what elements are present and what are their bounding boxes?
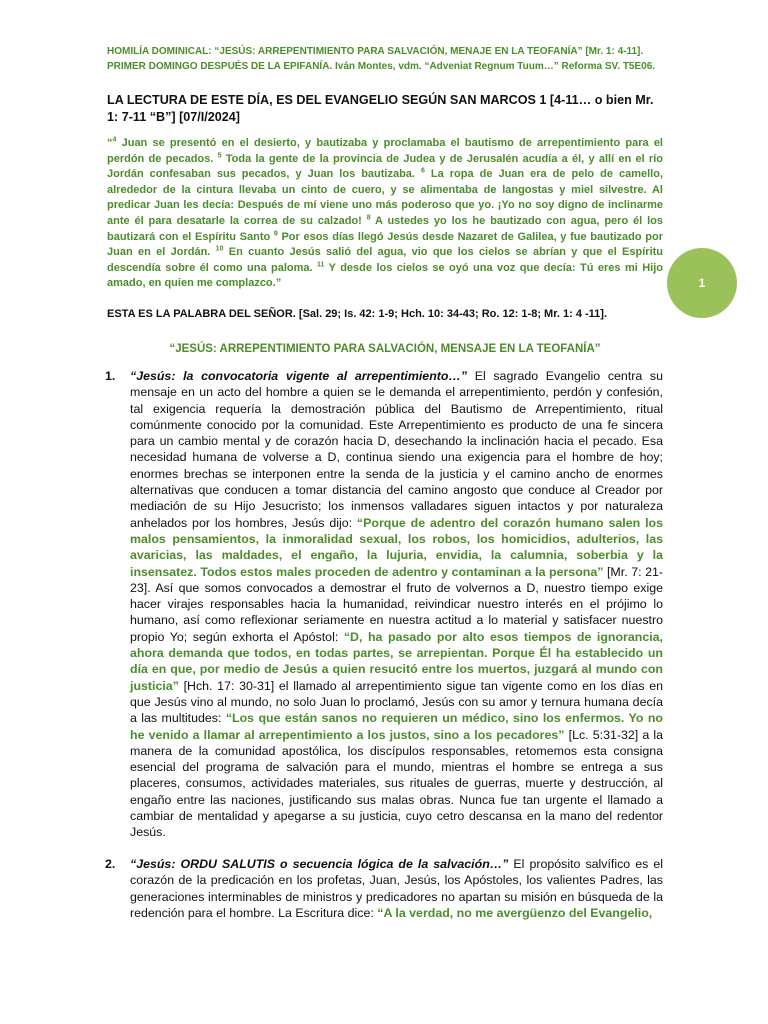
verse-number: 5 (217, 151, 222, 159)
scripture-quote: “Porque de adentro del corazón humano salen los malos pensamientos, la inmoralidad sexual, los robos, los homicidios, adulterios, las avaricias, las maldades, el engaño, la lujuria, envidia, la calumnia, soberbia y la insensatez. Todos estos males proceden de adentro y contaminan a la persona” (130, 515, 663, 579)
verse-text: La ropa de Juan era de pelo de camello, alrededor de la cintura llevaba un cinto de cuero, y se alimentaba de langostas y miel silvestre. Al predicar Juan les decía: Después de mí viene uno más poderoso que yo. ¡Yo no soy digno de inclinarme ante él para desatarle la correa de su calzado! (107, 168, 663, 227)
verse-number: 6 (421, 167, 425, 175)
verse-number: 11 (317, 261, 325, 269)
section-title: “JESÚS: ARREPENTIMIENTO PARA SALVACIÓN, MENSAJE EN LA TEOFANÍA” (169, 343, 601, 355)
verse-number: 8 (366, 214, 371, 222)
homily-point-2 (105, 856, 663, 921)
reading-title: LA LECTURA DE ESTE DÍA, ES DEL EVANGELIO SEGÚN SAN MARCOS 1 [4-11… o bien Mr. 1: 7-11 “B”] [07/I/2024] (107, 93, 654, 124)
point-text: El sagrado Evangelio centra su mensaje en un acto del hombre a quien se le demanda el arrepentimiento, perdón y confesión, tal exigencia requería la demostración pública del Bautismo de Arrepentimiento, ritual comúnmente conocido por la comunidad. Este Arrepentimiento es producto de una fe sincera para un cambio mental y de corazón hacia D, desechando la inclinación hacia el pecado. Esa necesidad humana de volverse a D, continua siendo una exigencia para el hombre de hoy; enormes brechas se interponen entre la senda de la justicia y el camino ancho de enormes alternativas que conducen a tomar distancia del camino angosto que conduce al Creador por mediación de su Hijo Jesucristo; los inmensos valladares siguen intactos y por naturaleza anhelados por los hombres, Jesús dijo: (130, 369, 664, 530)
verse-text: Por esos días llegó Jesús desde Nazaret de Galilea, y fue bautizado por Juan en el Jordán. (107, 230, 663, 259)
scripture-quote: “D, ha pasado por alto esos tiempos de ignorancia, ahora demanda que todos, en todas partes, se arrepientan. Porque Él ha establecido un día en que, por medio de Jesús a quien resucitó entre los muertos, juzgará al mundo con justicia” (130, 629, 664, 693)
point-lead: “Jesús: ORDU SALUTIS o secuencia lógica de la salvación…” (130, 857, 509, 871)
verse-text: En cuanto Jesús salió del agua, vio que los cielos se abrían y que el Espíritu descendía sobre él como una paloma. (107, 246, 664, 274)
verse-text: Juan se presentó en el desierto, y bautizaba y proclamaba el bautismo de arrepentimiento para el perdón de pecados. (107, 137, 663, 165)
homily-point-1 (105, 368, 664, 841)
point-text: [Mr. 7: 21-23]. Así que somos convocados a demostrar el fruto de volvernos a D, nuestro tiempo exige hacer virajes responsables hacia la humanidad, reivindicar nuestro interés en el prójimo lo humano, así como reflexionar seriamente en nuestra actitud a lo material y satisfacer nuestro propio Yo; según exhorta el Apóstol: (130, 564, 663, 644)
point-number: 1. (105, 369, 116, 383)
point-number: 2. (105, 857, 116, 871)
open-quote: “ (107, 137, 113, 149)
scripture-quote: “A la verdad, no me avergüenzo del Evangelio, (377, 905, 653, 920)
verse-text: A ustedes yo los he bautizado con agua, pero él los bautizará con el Espíritu Santo (107, 214, 663, 243)
verse-number: 9 (273, 229, 278, 237)
point-text: [Hch. 17: 30-31] el llamado al arrepentimiento sigue tan vigente como en los días en que Jesús vino al mundo, no solo Juan lo proclamó, Jesús con su amor y ternura humana decía a las multitudes: (130, 678, 663, 726)
verse-number: 10 (215, 245, 224, 253)
scripture-quote: “Los que están sanos no requieren un médico, sino los enfermos. Yo no he venido a llamar al arrepentimiento a los justos, sino a los pecadores” (130, 711, 663, 742)
point-text: El propósito salvífico es el corazón de la predicación en los profetas, Juan, Jesús, los Apóstoles, los valientes Padres, las generaciones interminables de ministros y predicadores no apartan su misión en búsqueda de la redención para el hombre. La Escritura dice: (130, 857, 663, 920)
page-number-badge: 1 (667, 248, 737, 318)
word-of-lord-line: ESTA ES LA PALABRA DEL SEÑOR. [Sal. 29; Is. 42: 1-9; Hch. 10: 34-43; Ro. 12: 1-8; Mr. 1: 4 -11]. (107, 308, 608, 320)
verse-text: Toda la gente de la provincia de Judea y de Jerusalén acudía a él, y allí en el río Jordán confesaban sus pecados, y Juan los bautizaba. (107, 152, 663, 181)
gospel-passage (107, 136, 663, 292)
point-lead: “Jesús: la convocatoria vigente al arrepentimiento…” (130, 369, 468, 383)
verse-number: 4 (112, 136, 117, 144)
verse-text: Y desde los cielos se oyó una voz que decía: Tú eres mi Hijo amado, en quien me complazco.” (107, 261, 664, 290)
document-header: HOMILÍA DOMINICAL: “JESÚS: ARREPENTIMIENTO PARA SALVACIÓN, MENAJE EN LA TEOFANÍA” [Mr. 1: 4-11]. PRIMER DOMINGO DESPUÉS DE LA EPIFANÍA. Iván Montes, vdm. “Adveniat Regnum Tuum…” Reforma SV. T5E06. (107, 46, 656, 72)
point-text: [Lc. 5:31-32] a la manera de la comunidad apostólica, los discípulos responsables, retomemos esta consigna esencial del programa de salvación para el mundo, mientras el hombre se entrega a sus placeres, consumos, actividades materiales, sus rituales de guerras, muerte y destrucción, al engaño entre las naciones, justificando sus malas obras. Nunca fue tan urgente el llamado a cambiar de mentalidad y apegarse a su justicia, cuyo cetro descansa en la mano del redentor Jesús. (130, 727, 663, 840)
